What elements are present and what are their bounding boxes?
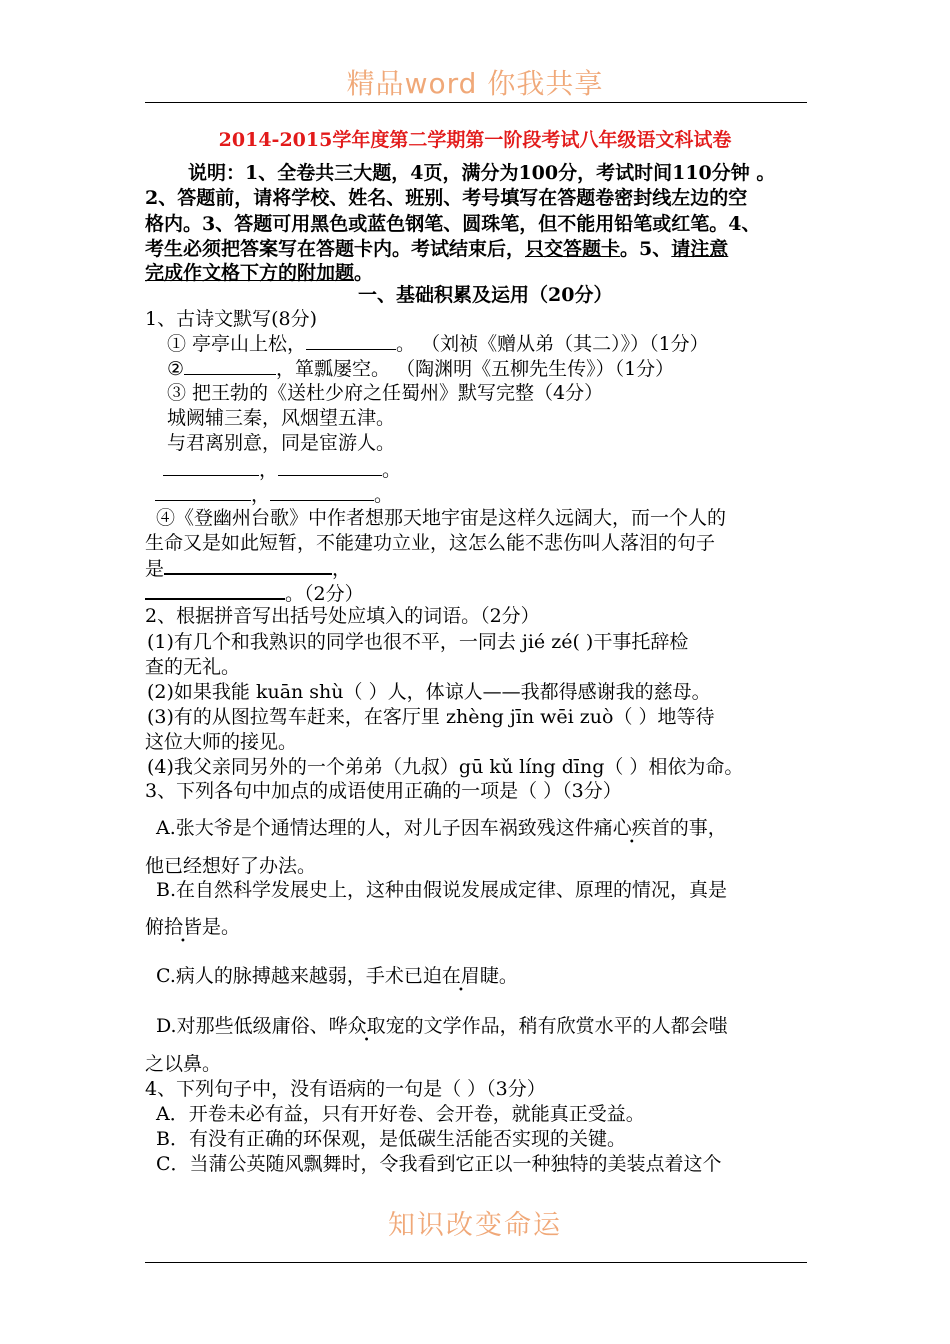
- q1-c-answer-row-2: [155, 482, 393, 508]
- q3-c-text: C.病人的脉搏越来越弱，手术已: [156, 965, 423, 987]
- dotted-idiom: 哗众取宠: [328, 1015, 405, 1037]
- q3-option-a: [156, 816, 727, 841]
- dotted-idiom: 俯拾皆是: [145, 916, 222, 938]
- header-watermark: 精品word 你我共享: [346, 67, 604, 100]
- q1-item-a: [167, 331, 709, 357]
- q1-stem: 1、古诗文默写(8分): [145, 308, 318, 330]
- q1-c-answer-row-1: [163, 457, 401, 483]
- q4-option-c: C．当蒲公英随风飘舞时，令我看到它正以一种独特的美装点着这个: [156, 1153, 722, 1175]
- q3-option-d-cont: 之以鼻。: [145, 1053, 222, 1075]
- section-1-heading: 一、基础积累及运用（20分）: [358, 284, 613, 306]
- q1-item-b: [167, 356, 674, 382]
- q4-stem: 4、下列句子中，没有语病的一句是（ ）（3分）: [145, 1078, 546, 1100]
- q3-a-text: 的事，: [669, 817, 727, 839]
- q2-item-1-cont: 查的无礼。: [145, 656, 241, 678]
- q3-stem: 3、下列各句中加点的成语使用正确的一项是（ ）（3分）: [145, 780, 622, 802]
- q1-a-text: ① 亭亭山上松，: [167, 333, 307, 355]
- answer-blank[interactable]: [163, 457, 259, 476]
- q1-b-source: ，箪瓢屡空。 （陶渊明《五柳先生传》）（1分）: [276, 358, 675, 380]
- q3-c-text: 。: [498, 965, 518, 987]
- q1-item-d-line-2: 生命又是如此短暂，不能建功立业，这怎么能不悲伤叫人落泪的句子: [145, 532, 716, 554]
- q3-d-text: D.对那些低级庸俗、: [156, 1015, 329, 1037]
- instructions-line-5: [145, 261, 373, 286]
- comma: ，: [251, 484, 271, 506]
- q2-item-2: (2)如果我能 kuān shù（ ）人，体谅人——我都得感谢我的慈母。: [147, 681, 711, 703]
- q2-item-4: (4)我父亲同另外的一个弟弟（九叔）gū kǔ líng dīng（ ）相依为命。: [147, 756, 744, 778]
- header-divider: [145, 102, 807, 103]
- answer-blank[interactable]: [184, 356, 276, 375]
- q1-item-d-line-3: [145, 555, 351, 582]
- q3-a-text: A.张大爷是个通情达理的人，对儿子因车祸致残这件: [156, 817, 594, 839]
- q2-item-1: (1)有几个和我熟识的同学也很不平，一同去 jié zé( )干事托辞检: [147, 631, 689, 653]
- dotted-idiom: 痛心疾首: [593, 817, 670, 839]
- q3-d-text: 的文学作品，稍有欣赏水平的人都会嗤: [404, 1015, 728, 1037]
- footer-watermark: 知识改变命运: [388, 1210, 562, 1241]
- instructions-text: 。5、: [620, 238, 672, 260]
- q1-item-d-line-4: [145, 580, 364, 607]
- q1-d-text: 是: [145, 558, 165, 580]
- q1-item-d-line-1: ④《登幽州台歌》中作者想那天地宇宙是这样久远阔大，而一个人的: [156, 507, 727, 529]
- period: 。: [382, 459, 402, 481]
- comma: ，: [332, 558, 352, 580]
- instructions-line-3: 格内。3、答题可用黑色或蓝色钢笔、圆珠笔，但不能用铅笔或红笔。4、: [145, 213, 761, 235]
- answer-blank[interactable]: [270, 482, 374, 501]
- instructions-line-2: 2、答题前，请将学校、姓名、班别、考号填写在答题卷密封线左边的空: [145, 187, 748, 209]
- instructions-line-1: 说明：1、全卷共三大题，4页，满分为100分，考试时间110分钟 。: [188, 162, 776, 184]
- answer-blank[interactable]: [306, 331, 396, 350]
- q3-option-b-cont: [145, 915, 240, 940]
- instructions-text: 考生必须把答案写在答题卡内。考试结束后，: [145, 238, 526, 260]
- comma: ，: [259, 459, 279, 481]
- q1-a-source: 。 （刘祯《赠从弟（其二）》）（1分）: [396, 333, 709, 355]
- answer-blank[interactable]: [145, 580, 285, 600]
- q1-b-text: ②: [167, 358, 185, 380]
- instructions-emphasis: 完成作文格下方的附加题: [145, 262, 355, 284]
- poem-line-2: 与君离别意，同是宦游人。: [167, 432, 396, 454]
- answer-blank[interactable]: [278, 457, 382, 476]
- instructions-line-4: [145, 237, 728, 262]
- q3-b-text: 。: [221, 916, 241, 938]
- exam-title: 2014-2015学年度第二学期第一阶段考试八年级语文科试卷: [218, 129, 732, 151]
- q1-item-c: ③ 把王勃的《送杜少府之任蜀州》默写完整（4分）: [167, 382, 604, 404]
- q4-option-b: B．有没有正确的环保观，是低碳生活能否实现的关键。: [156, 1128, 626, 1150]
- instructions-emphasis: 请注意: [671, 238, 729, 260]
- answer-blank[interactable]: [164, 555, 332, 575]
- q2-item-3-cont: 这位大师的接见。: [145, 731, 298, 753]
- dotted-idiom: 迫在眉睫: [422, 965, 499, 987]
- q2-stem: 2、根据拼音写出括号处应填入的词语。（2分）: [145, 605, 540, 627]
- q3-option-c: [156, 964, 518, 989]
- q3-option-a-cont: 他已经想好了办法。: [145, 855, 317, 877]
- q3-option-d: [156, 1014, 728, 1039]
- q1-d-score: 。（2分）: [285, 583, 364, 605]
- instructions-text: 。: [354, 262, 374, 284]
- answer-blank[interactable]: [155, 482, 251, 501]
- poem-line-1: 城阙辅三秦，风烟望五津。: [167, 407, 396, 429]
- q3-option-b: B.在自然科学发展史上，这种由假说发展成定律、原理的情况，真是: [156, 879, 728, 901]
- footer-divider: [145, 1262, 807, 1263]
- instructions-emphasis: 只交答题卡: [525, 238, 621, 260]
- period: 。: [374, 484, 394, 506]
- q2-item-3: (3)有的从图拉驾车赶来，在客厅里 zhèng jīn wēi zuò（ ）地等待: [147, 706, 715, 728]
- q4-option-a: A．开卷未必有益，只有开好卷、会开卷，就能真正受益。: [156, 1103, 645, 1125]
